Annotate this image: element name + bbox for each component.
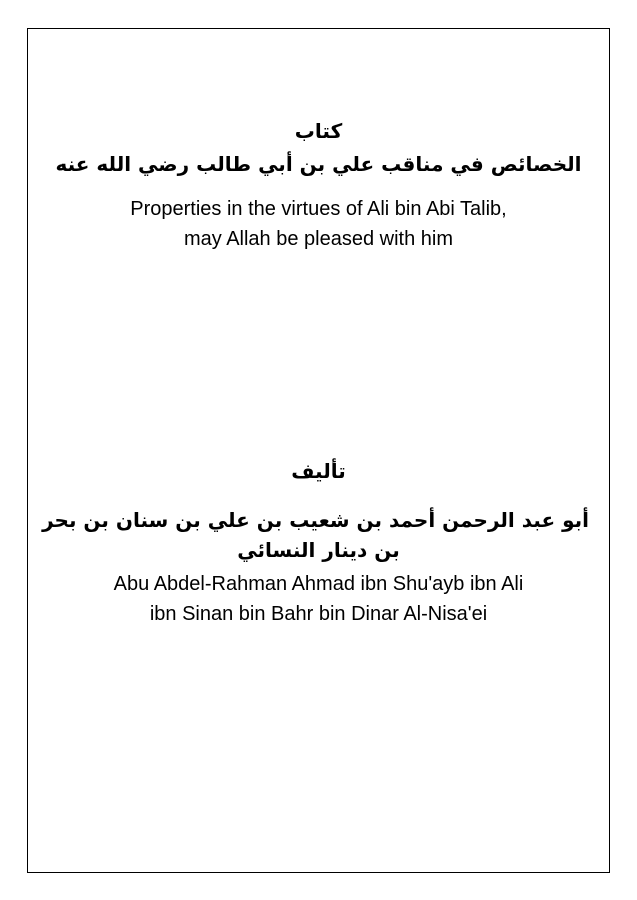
book-title-english-line1: Properties in the virtues of Ali bin Abi Talib, — [130, 198, 507, 220]
book-title-english — [28, 194, 609, 254]
author-arabic-line2: بن دينار النسائي — [237, 538, 400, 562]
author-name-arabic — [28, 505, 609, 565]
book-title-english-line2: may Allah be pleased with him — [183, 228, 454, 250]
author-english-line2: ibn Sinan bin Bahr bin Dinar Al-Nisa'ei — [149, 603, 488, 625]
author-arabic-line1: أبو عبد الرحمن أحمد بن شعيب بن علي بن سنان بن بحر — [42, 508, 589, 532]
book-title-arabic-text: الخصائص في مناقب علي بن أبي طالب رضي الله عنه — [55, 152, 582, 176]
kitab-heading — [28, 117, 609, 145]
kitab-text: كتاب — [294, 119, 343, 143]
page-frame — [27, 28, 610, 873]
author-english-line1: Abu Abdel-Rahman Ahmad ibn Shu'ayb ibn Ali — [113, 573, 524, 595]
book-title-arabic — [28, 149, 609, 179]
author-name-english — [28, 569, 609, 629]
taleef-text: تأليف — [291, 459, 346, 483]
taleef-heading — [28, 457, 609, 485]
